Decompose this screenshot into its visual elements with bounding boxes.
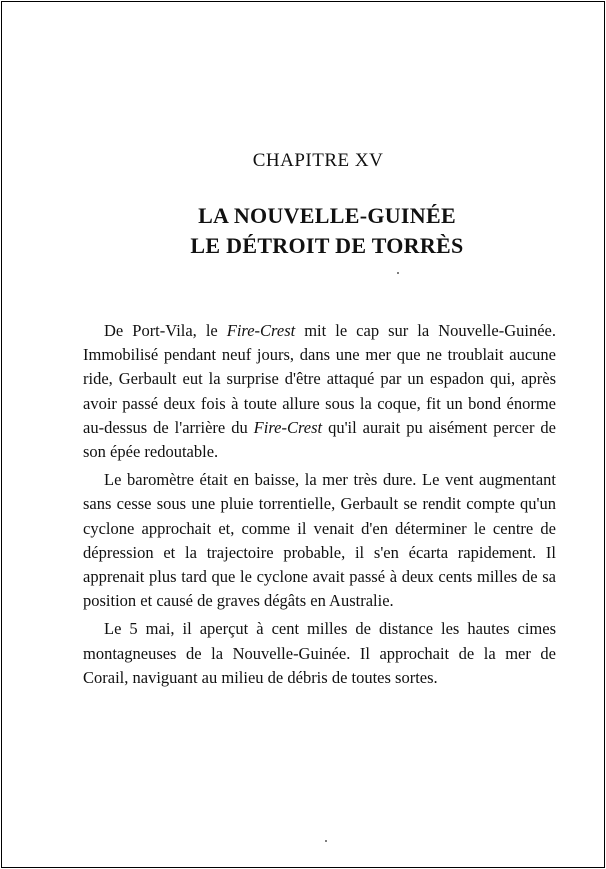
paragraph-1-text-e: qu'il aurait pu aisément percer de son épée redoutable. [83, 417, 556, 462]
boat-name-italic: Fire-Crest [226, 321, 296, 340]
paragraph-1-text-a: De Port-Vila, le [104, 321, 227, 340]
boat-name-italic: Fire-Crest [253, 417, 323, 437]
chapter-title [2, 201, 604, 261]
paragraph-3: Le 5 mai, il aperçut à cent milles de distance les hautes cimes montagneuses de la Nouvelle-Guinée. Il approchait de la mer de Corail, naviguant au milieu de débris de toutes sortes. [83, 619, 556, 687]
paragraph-1-text-c: mit le cap sur la Nouvelle-Guinée. Immobilisé pendant neuf jours, dans une mer que ne troublait aucune ride, Gerbault eut la surprise d'être attaqué par un espadon qui, après avoir passé deux fois à toute allure sous la coque, fit un bond énorme au-dessus de l'arrière du [83, 321, 556, 437]
chapter-title-line-2: LE DÉTROIT DE TORRÈS [190, 233, 464, 258]
body-text [83, 319, 556, 694]
chapter-number: CHAPITRE XV [252, 150, 384, 171]
paragraph-1 [83, 319, 556, 464]
book-page [1, 1, 605, 868]
chapter-title-line-1: LA NOUVELLE-GUINÉE [198, 203, 456, 228]
paragraph-2: Le baromètre était en baisse, la mer très dure. Le vent augmentant sans cesse sous une pluie torrentielle, Gerbault se rendit compte qu'un cyclone approchait et, comme il venait d'en déterminer le centre de dépression et la trajectoire probable, il s'en écarta rapidement. Il apprenait plus tard que le cyclone avait passé à deux cents milles de sa position et causé de graves dégâts en Australie. [83, 470, 556, 611]
print-speck [397, 272, 399, 274]
print-speck [325, 840, 327, 842]
